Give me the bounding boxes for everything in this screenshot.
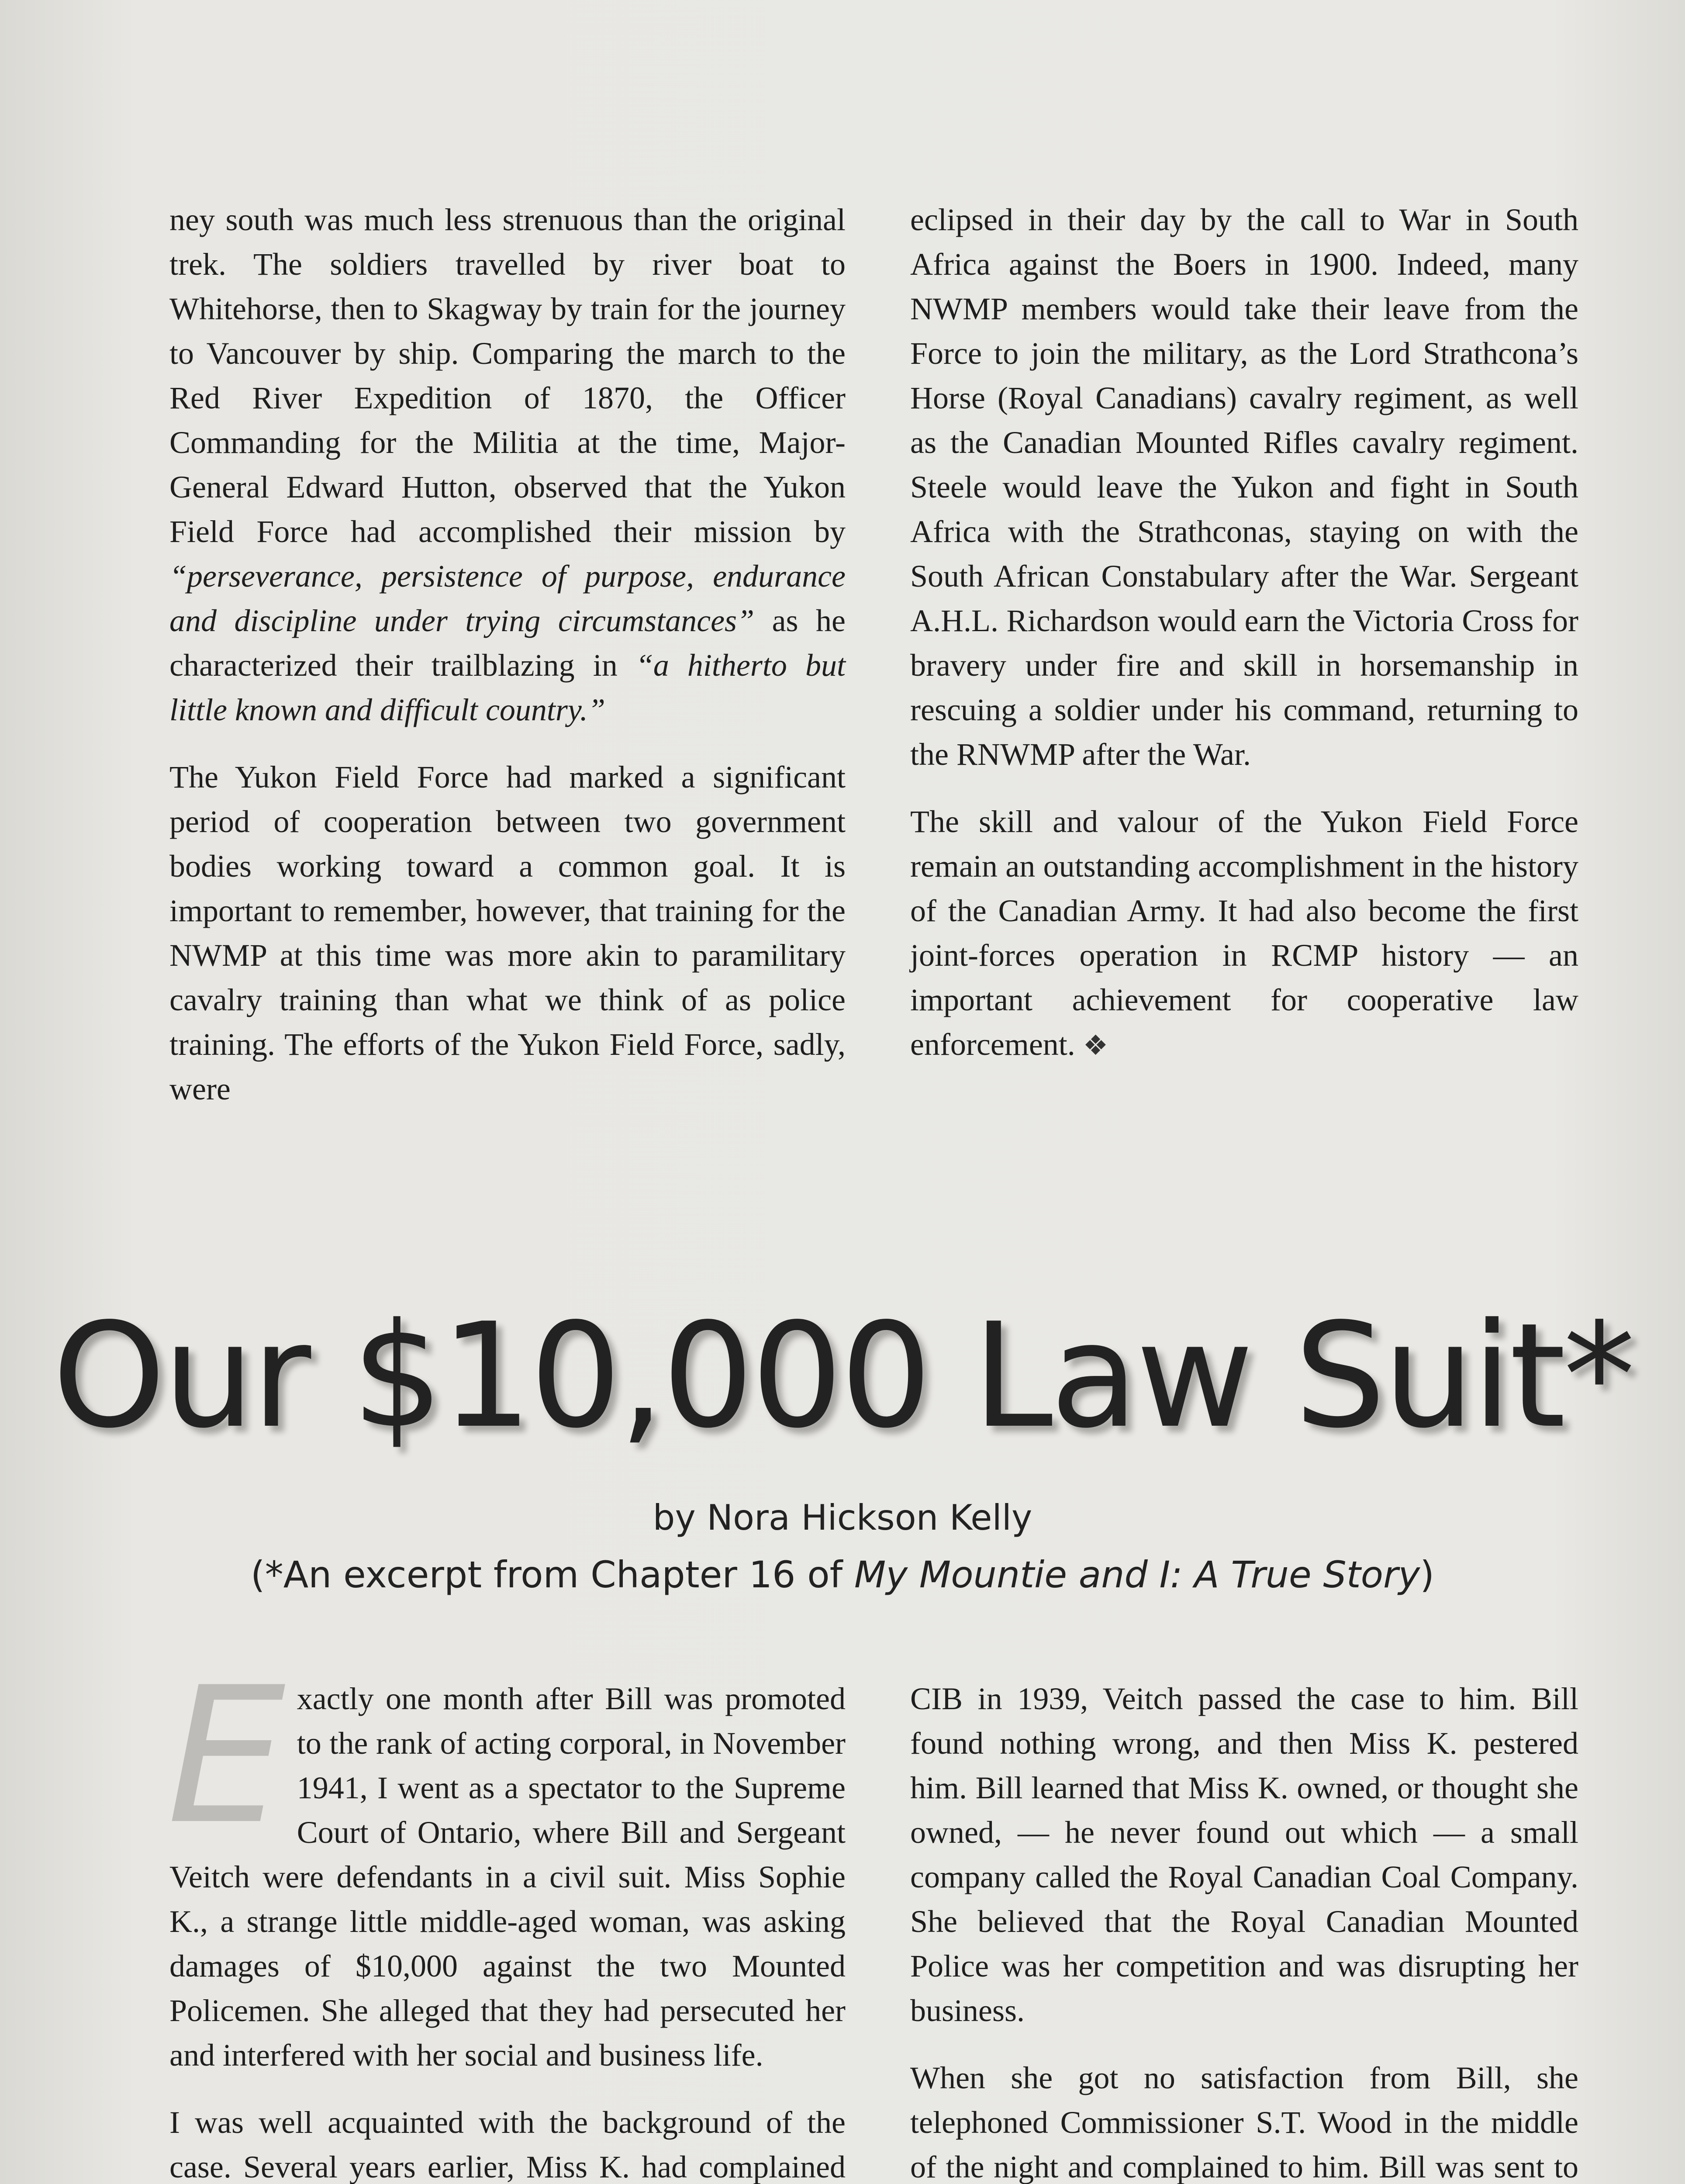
- article-byline: by Nora Hickson Kelly: [653, 1497, 1032, 1538]
- paragraph: eclipsed in their day by the call to War in South Africa against the Boers in 1900. Indeed, many NWMP members would take their leave from the Force to join the military, as the Lord Strathcona’s Horse (Royal Canadians) cavalry regiment, as well as the Canadian Mounted Rifles cavalry regiment. Steele would leave the Yukon and fight in South Africa with the Strathconas, staying on with the South African Constabulary after the War. Sergeant A.H.L. Richardson would earn the Victoria Cross for bravery under fire and skill in horsemanship in rescuing a soldier under his command, returning to the RNWMP after the War.: [910, 202, 1578, 772]
- book-title: My Mountie and I: A True Story: [854, 1553, 1420, 1596]
- article-title: Our $10,000 Law Suit*: [52, 1292, 1633, 1460]
- article-subtitle: (*An excerpt from Chapter 16 of My Mountie and I: A True Story): [250, 1553, 1435, 1596]
- paragraph: The Yukon Field Force had marked a significant period of cooperation between two government bodies working toward a common goal. It is important to remember, however, that training for the NWMP at this time was more akin to paramilitary cavalry training than what we think of as police training. The efforts of the Yukon Field Force, sadly, were: [169, 760, 846, 1106]
- column-bottom-left: [167, 1647, 846, 2184]
- quote: “a hitherto but little known and difficult country.”: [169, 648, 846, 727]
- paragraph: ney south was much less strenuous than the original trek. The soldiers travelled by river boat to Whitehorse, then to Skagway by train for the journey to Vancouver by ship. Comparing the march to the Red River Expedition of 1870, the Officer Commanding for the Militia at the time, Major-General Edward Hutton, observed that the Yukon Field Force had accomplished their mission by “perseverance, persistence of purpose, endurance and discipline under trying circumstances” as he characterized their trailblazing in “a hitherto but little known and difficult country.”: [169, 202, 846, 727]
- drop-cap: E: [167, 1647, 286, 1866]
- paragraph: I was well acquainted with the background of the case. Several years earlier, Miss K. had complained: [169, 2105, 846, 2184]
- paragraph: CIB in 1939, Veitch passed the case to him. Bill found nothing wrong, and then Miss K. pestered him. Bill learned that Miss K. owned, or thought she owned, — he never found out which — a small company called the Royal Canadian Coal Company. She believed that the Royal Canadian Mounted Police was her competition and was disrupting her business.: [910, 1681, 1578, 2028]
- quote: “perseverance, persistence of purpose, endurance and discipline under trying circumstances”: [169, 559, 846, 638]
- column-top-right: [910, 197, 1578, 1068]
- column-top-left: [169, 197, 846, 1111]
- end-ornament-icon: ❖: [1083, 1030, 1108, 1061]
- column-bottom-right: [910, 1676, 1578, 2184]
- paragraph: When she got no satisfaction from Bill, she telephoned Commissioner S.T. Wood in the middle of the night and complained to him. Bill was sent to: [910, 2060, 1578, 2184]
- paragraph: Exactly one month after Bill was promoted to the rank of acting corporal, in November 1941, I went as a spectator to the Supreme Court of Ontario, where Bill and Sergeant Veitch were defendants in a civil suit. Miss Sophie K., a strange little middle-aged woman, was asking damages of $10,000 against the two Mounted Policemen. She alleged that they had persecuted her and interfered with her social and business life.: [167, 1647, 846, 2073]
- paragraph: The skill and valour of the Yukon Field Force remain an outstanding accomplishment in the history of the Canadian Army. It had also become the first joint-forces operation in RCMP history — an important achievement for cooperative law enforcement. ❖: [910, 804, 1578, 1062]
